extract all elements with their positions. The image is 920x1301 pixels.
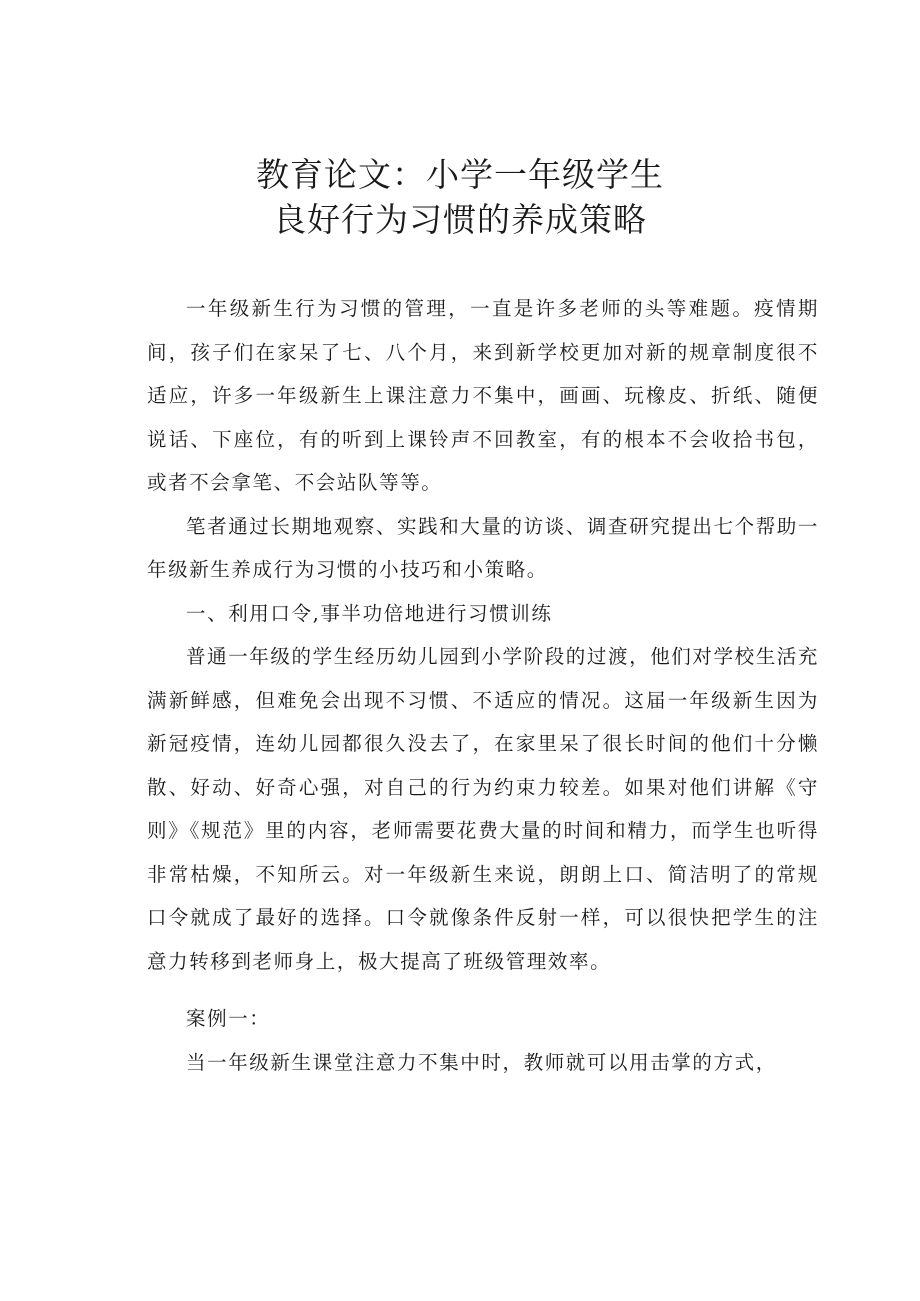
case-heading-1: 案例一： — [186, 1007, 271, 1030]
document-body — [147, 287, 819, 1084]
title-line-1: 教育论文：小学一年级学生 — [256, 155, 664, 194]
paragraph-section-1: 普通一年级的学生经历幼儿园到小学阶段的过渡，他们对学校生活充满新鲜感，但难免会出现不习惯、不适应的情况。这届一年级新生因为新冠疫情，连幼儿园都很久没去了，在家里呆了很长时间的他们十分懒散、好动、好奇心强，对自己的行为约束力较差。如果对他们讲解《守则》《规范》里的内容，老师需要花费大量的时间和精力，而学生也听得非常枯燥，不知所云。对一年级新生来说，朗朗上口、简洁明了的常规口令就成了最好的选择。口令就像条件反射一样，可以很快把学生的注意力转移到老师身上，极大提高了班级管理效率。 — [147, 645, 820, 973]
document-title — [0, 152, 920, 242]
paragraph-case-1: 当一年级新生课堂注意力不集中时，教师就可以用击掌的方式， — [186, 1050, 777, 1074]
section-heading-1: 一、利用口令,事半功倍地进行习惯训练 — [186, 601, 553, 625]
paragraph-intro: 一年级新生行为习惯的管理，一直是许多老师的头等难题。疫情期间，孩子们在家呆了七、八个月，来到新学校更加对新的规章制度很不适应，许多一年级新生上课注意力不集中，画画、玩橡皮、折纸、随便说话、下座位，有的听到上课铃声不回教室，有的根本不会收拾书包，或者不会拿笔、不会站队等等。 — [147, 297, 819, 494]
paragraph-method: 笔者通过长期地观察、实践和大量的访谈、调查研究提出七个帮助一年级新生养成行为习惯的小技巧和小策略。 — [147, 514, 820, 581]
title-line-2: 良好行为习惯的养成策略 — [273, 200, 647, 239]
